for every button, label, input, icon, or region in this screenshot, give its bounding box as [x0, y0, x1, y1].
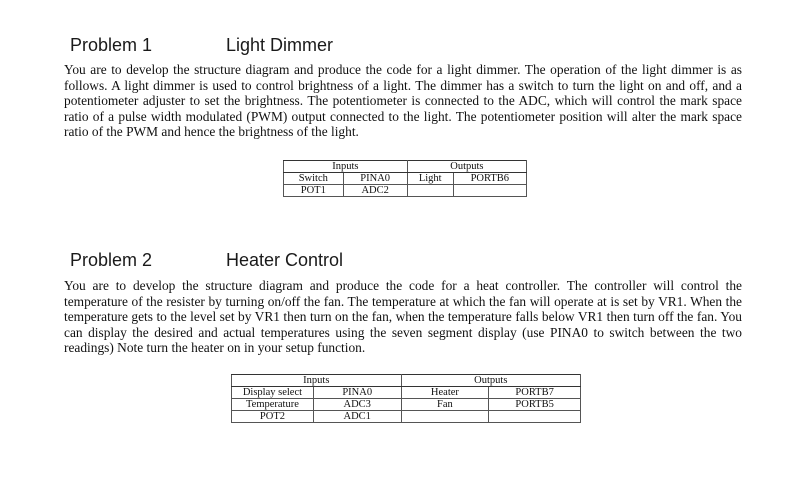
- table-cell: Light: [407, 173, 453, 185]
- table-row: [232, 411, 581, 423]
- table-cell: PINA0: [313, 387, 401, 399]
- table-cell: Heater: [401, 387, 489, 399]
- table-cell: [407, 185, 453, 197]
- table-row: [284, 173, 527, 185]
- io-table-header-row: [284, 161, 527, 173]
- table-cell: [489, 411, 581, 423]
- outputs-header: Outputs: [401, 375, 580, 387]
- problem1-title: Light Dimmer: [226, 35, 334, 55]
- problem1-io-table: [283, 160, 527, 197]
- table-cell: [401, 411, 489, 423]
- table-row: [284, 185, 527, 197]
- table-cell: PORTB5: [489, 399, 581, 411]
- problem2-io-table: [231, 374, 581, 423]
- table-cell: Temperature: [232, 399, 314, 411]
- table-cell: POT1: [284, 185, 344, 197]
- problem2-number: Problem 2: [70, 250, 153, 270]
- table-cell: [453, 185, 526, 197]
- problem2-description: You are to develop the structure diagram and produce the code for a heat controller. The controller will control the temperature of the resister by turning on/off the fan. The temperature at which the fan will operate at is set by VR1. When the temperature gets to the level set by VR1 then turn on the fan, when the temperature falls below VR1 then turn off the fan. You can display the desired and actual temperatures using the seven segment display (use PINA0 to switch between the two readings) Note turn the heater on in your setup function.: [64, 278, 742, 356]
- table-cell: ADC1: [313, 411, 401, 423]
- io-table-header-row: [232, 375, 581, 387]
- table-cell: PORTB7: [489, 387, 581, 399]
- outputs-header: Outputs: [407, 161, 526, 173]
- table-row: [232, 399, 581, 411]
- problem2-title: Heater Control: [226, 250, 344, 270]
- table-cell: Display select: [232, 387, 314, 399]
- problem1-number: Problem 1: [70, 35, 153, 55]
- table-cell: PINA0: [343, 173, 407, 185]
- inputs-header: Inputs: [232, 375, 402, 387]
- problem1-description: You are to develop the structure diagram and produce the code for a light dimmer. The operation of the light dimmer is as follows. A light dimmer is used to control brightness of a light. The dimmer has a switch to turn the light on and off, and a potentiometer adjuster to set the brightness. The potentiometer is connected to the ADC, which will control the mark space ratio of a pulse width modulated (PWM) output connected to the light. The potentiometer position will alter the mark space ratio of the PWM and hence the brightness of the light.: [64, 62, 742, 140]
- table-cell: ADC3: [313, 399, 401, 411]
- table-row: [232, 387, 581, 399]
- table-cell: Fan: [401, 399, 489, 411]
- inputs-header: Inputs: [284, 161, 408, 173]
- table-cell: Switch: [284, 173, 344, 185]
- table-cell: ADC2: [343, 185, 407, 197]
- table-cell: POT2: [232, 411, 314, 423]
- table-cell: PORTB6: [453, 173, 526, 185]
